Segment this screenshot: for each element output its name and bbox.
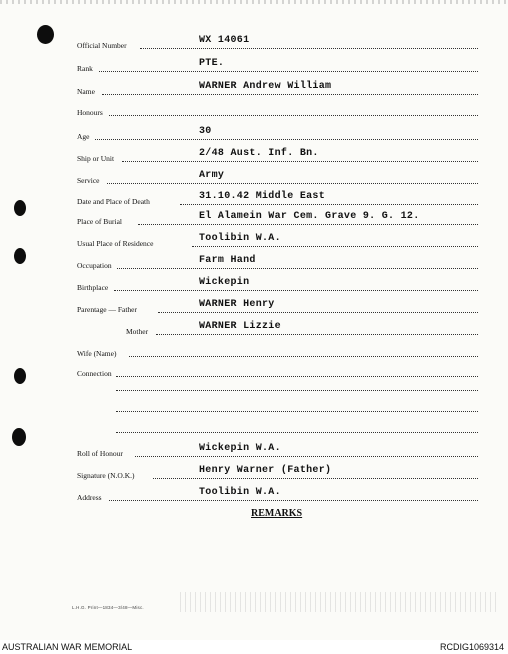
scan-artifacts (180, 592, 500, 612)
field-usual-residence (77, 230, 478, 248)
official-number-value: WX 14061 (199, 35, 250, 46)
connection-line-3 (116, 410, 478, 412)
footer-institution: AUSTRALIAN WAR MEMORIAL (2, 642, 133, 652)
field-mother (77, 318, 478, 336)
birthplace-label: Birthplace (77, 283, 109, 292)
field-service (77, 167, 478, 185)
scan-edge (0, 0, 508, 4)
occupation-value: Farm Hand (199, 255, 256, 266)
signature-label: Signature (N.O.K.) (77, 471, 135, 480)
field-father (77, 296, 478, 314)
field-official-number (77, 32, 478, 50)
signature-value: Henry Warner (Father) (199, 465, 332, 476)
punch-hole-4 (14, 368, 26, 384)
wife-label: Wife (Name) (77, 349, 117, 358)
age-label: Age (77, 132, 90, 141)
field-address (77, 484, 478, 502)
punch-hole-2 (14, 200, 26, 216)
field-date-place-death (77, 188, 478, 206)
usual-residence-value: Toolibin W.A. (199, 233, 281, 244)
name-value: WARNER Andrew William (199, 81, 332, 92)
rank-label: Rank (77, 64, 93, 73)
connection-line-2 (116, 389, 478, 391)
field-honours (77, 99, 478, 117)
mother-label: Mother (126, 327, 149, 336)
honours-label: Honours (77, 108, 103, 117)
father-label: Parentage — Father (77, 305, 137, 314)
ship-or-unit-label: Ship or Unit (77, 154, 115, 163)
mother-value: WARNER Lizzie (199, 321, 281, 332)
ship-or-unit-value: 2/48 Aust. Inf. Bn. (199, 148, 319, 159)
remarks-heading: REMARKS (251, 508, 303, 519)
punch-hole-1 (37, 25, 54, 44)
service-value: Army (199, 170, 225, 181)
name-label: Name (77, 87, 95, 96)
field-birthplace (77, 274, 478, 292)
field-rank (77, 55, 478, 73)
official-number-label: Official Number (77, 41, 127, 50)
field-roll-of-honour (77, 440, 478, 458)
field-place-of-burial (77, 208, 478, 226)
rank-value: PTE. (199, 58, 225, 69)
field-ship-or-unit (77, 145, 478, 163)
connection-label: Connection (77, 369, 112, 378)
punch-hole-3 (14, 248, 26, 264)
address-value: Toolibin W.A. (199, 487, 281, 498)
place-of-burial-value: El Alamein War Cem. Grave 9. G. 12. (199, 211, 420, 222)
roll-of-honour-label: Roll of Honour (77, 449, 123, 458)
father-value: WARNER Henry (199, 299, 275, 310)
archive-footer (0, 640, 508, 654)
field-name (77, 78, 478, 96)
field-occupation (77, 252, 478, 270)
address-label: Address (77, 493, 102, 502)
roll-of-honour-value: Wickepin W.A. (199, 443, 281, 454)
field-age (77, 123, 478, 141)
birthplace-value: Wickepin (199, 277, 250, 288)
date-place-death-label: Date and Place of Death (77, 197, 150, 206)
usual-residence-label: Usual Place of Residence (77, 239, 154, 248)
field-wife (77, 340, 478, 358)
occupation-label: Occupation (77, 261, 112, 270)
field-connection (77, 360, 478, 378)
service-label: Service (77, 176, 100, 185)
punch-hole-5 (12, 428, 26, 446)
connection-line-4 (116, 431, 478, 433)
footer-catalogue-id: RCDIG1069314 (439, 642, 504, 652)
age-value: 30 (199, 126, 212, 137)
place-of-burial-label: Place of Burial (77, 217, 122, 226)
date-place-death-value: 31.10.42 Middle East (199, 191, 326, 202)
printer-imprint: L.H.G. Print—1834—3/48—Misc. (72, 605, 144, 610)
field-signature (77, 462, 478, 480)
